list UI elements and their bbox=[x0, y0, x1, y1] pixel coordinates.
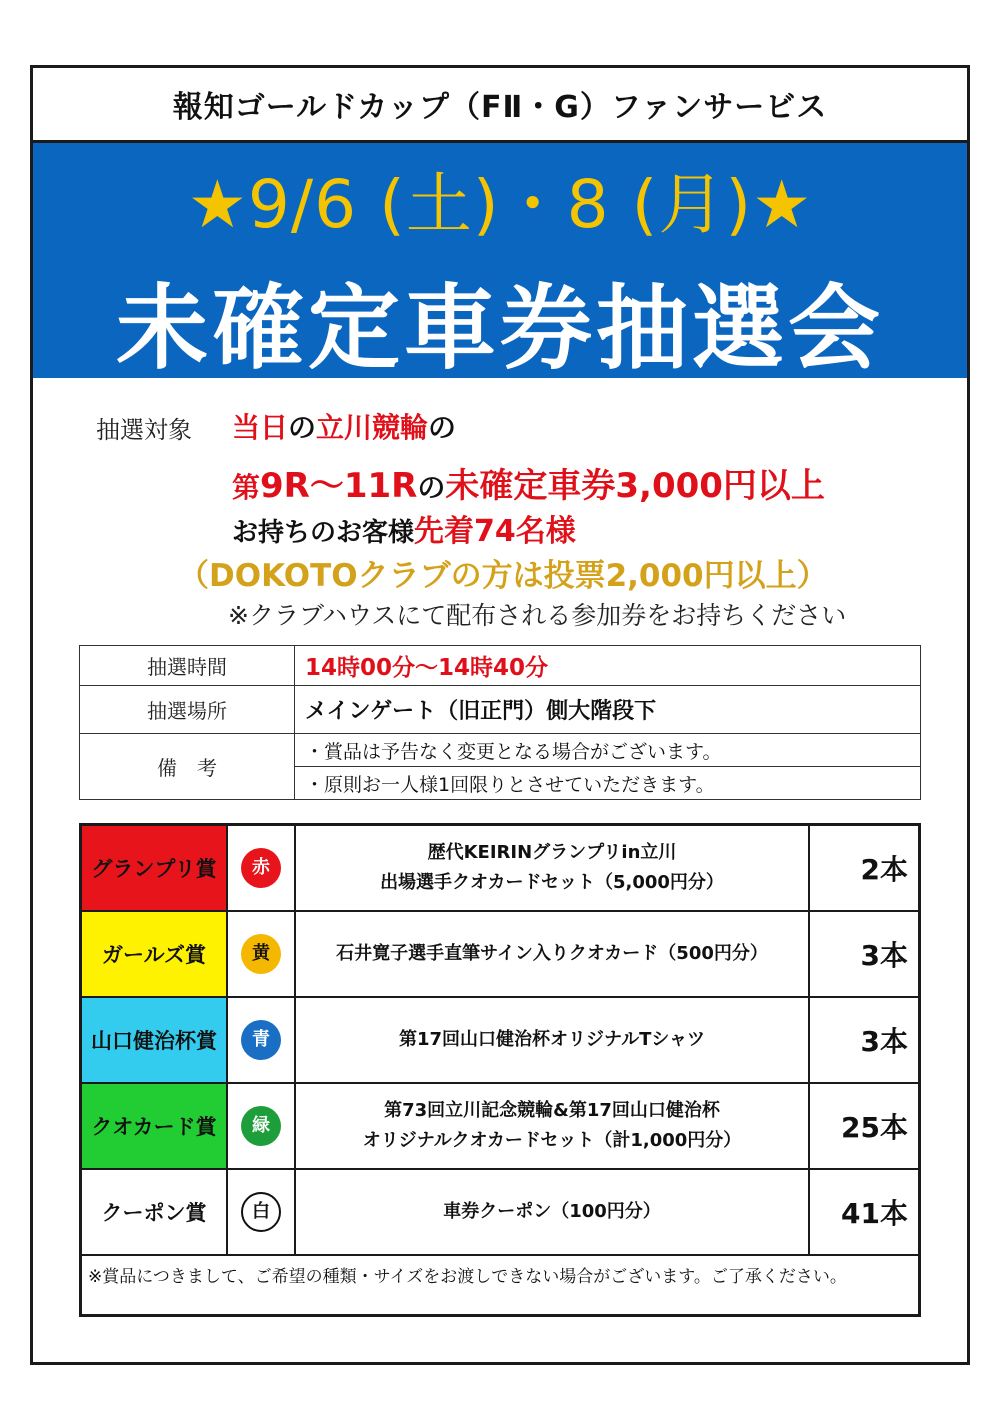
target-line-2: 第9R～11Rの未確定車券3,000円以上 bbox=[232, 466, 825, 506]
prize-row bbox=[81, 911, 920, 997]
notes-label: 備 考 bbox=[80, 734, 295, 800]
notes-row bbox=[80, 734, 921, 767]
yellow-ball-icon: 黄 bbox=[241, 934, 281, 974]
page-title: 報知ゴールドカップ（FⅡ・G）ファンサービス bbox=[172, 90, 828, 125]
date-text: 9/6 (土)・8 (月) bbox=[247, 166, 753, 243]
note-2: ・原則お一人様1回限りとさせていただきます。 bbox=[295, 767, 921, 800]
ball-cell bbox=[227, 1169, 295, 1255]
event-headline: 未確定車券抽選会 bbox=[115, 275, 884, 382]
prize-row bbox=[81, 997, 920, 1083]
prize-name: クオカード賞 bbox=[81, 1083, 228, 1169]
time-value: 14時00分～14時40分 bbox=[295, 646, 921, 686]
star-icon-left: ★ bbox=[187, 166, 248, 243]
prize-row bbox=[81, 1169, 920, 1255]
target-line-1: 当日の立川競輪の bbox=[232, 411, 457, 444]
dokoto-club-note: （DOKOTOクラブの方は投票2,000円以上） bbox=[178, 550, 828, 595]
red-ball-icon: 赤 bbox=[241, 848, 281, 888]
prize-description: 車券クーポン（100円分） bbox=[295, 1169, 809, 1255]
prize-description: 石井寛子選手直筆サイン入りクオカード（500円分） bbox=[295, 911, 809, 997]
prize-table bbox=[79, 823, 921, 1317]
prize-description: 第73回立川記念競輪&第17回山口健治杯 オリジナルクオカードセット（計1,000円分） bbox=[295, 1083, 809, 1169]
event-banner bbox=[33, 140, 967, 382]
prize-quantity: 3本 bbox=[809, 911, 920, 997]
prize-name: ガールズ賞 bbox=[81, 911, 228, 997]
prize-footnote: ※賞品につきまして、ご希望の種類・サイズをお渡しできない場合がございます。ご了承ください。 bbox=[81, 1255, 920, 1316]
place-label: 抽選場所 bbox=[80, 686, 295, 734]
ball-cell bbox=[227, 911, 295, 997]
event-dates bbox=[33, 151, 967, 246]
prize-quantity: 3本 bbox=[809, 997, 920, 1083]
prize-name: 山口健治杯賞 bbox=[81, 997, 228, 1083]
note-1: ・賞品は予告なく変更となる場合がございます。 bbox=[295, 734, 921, 767]
blue-ball-icon: 青 bbox=[241, 1020, 281, 1060]
white-ball-icon: 白 bbox=[241, 1192, 281, 1232]
place-row bbox=[80, 686, 921, 734]
ball-cell bbox=[227, 825, 295, 912]
ticket-note: ※クラブハウスにて配布される参加券をお持ちください bbox=[228, 601, 847, 630]
time-label: 抽選時間 bbox=[80, 646, 295, 686]
prize-quantity: 25本 bbox=[809, 1083, 920, 1169]
ball-cell bbox=[227, 997, 295, 1083]
prize-description: 第17回山口健治杯オリジナルTシャツ bbox=[295, 997, 809, 1083]
star-icon-right: ★ bbox=[752, 166, 813, 243]
prize-description: 歴代KEIRINグランプリin立川 出場選手クオカードセット（5,000円分） bbox=[295, 825, 809, 912]
target-line-3: お持ちのお客様先着74名様 bbox=[232, 514, 576, 549]
place-value: メインゲート（旧正門）側大階段下 bbox=[295, 686, 921, 734]
prize-quantity: 2本 bbox=[809, 825, 920, 912]
prize-quantity: 41本 bbox=[809, 1169, 920, 1255]
green-ball-icon: 緑 bbox=[241, 1106, 281, 1146]
prize-row bbox=[81, 825, 920, 912]
prize-row bbox=[81, 1083, 920, 1169]
prize-name: クーポン賞 bbox=[81, 1169, 228, 1255]
ball-cell bbox=[227, 1083, 295, 1169]
prize-footnote-row bbox=[81, 1255, 920, 1316]
lottery-info-table bbox=[79, 645, 921, 800]
target-label: 抽選対象 bbox=[96, 416, 192, 444]
time-row bbox=[80, 646, 921, 686]
prize-name: グランプリ賞 bbox=[81, 825, 228, 912]
